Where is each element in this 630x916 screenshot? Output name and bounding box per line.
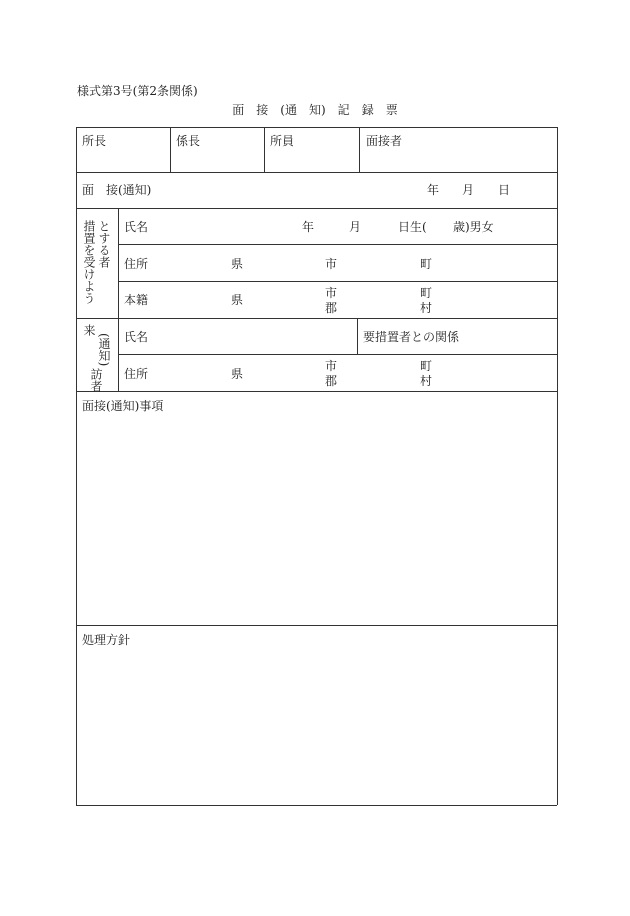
visitor-label-mid: (通知): [97, 333, 111, 367]
visitor-city-label: 市: [325, 359, 338, 373]
table-border-right: [557, 127, 558, 805]
domicile-town-label: 町: [420, 286, 433, 300]
interviewer-label: 面接者: [366, 134, 403, 148]
title-char: 記: [337, 103, 350, 117]
staff-label: 所員: [270, 134, 295, 148]
row-divider: [118, 244, 557, 245]
section-chief-label: 係長: [176, 134, 201, 148]
row-divider: [76, 172, 557, 173]
interview-day-label: 日: [498, 183, 511, 197]
domicile-prefecture-label: 県: [231, 293, 244, 307]
subject-group-label-col1: とする者: [97, 220, 111, 268]
address-town-label: 町: [420, 257, 433, 271]
interview-year-label: 年: [427, 183, 440, 197]
interview-label: 面 接(通知): [82, 183, 152, 197]
interview-month-label: 月: [462, 183, 475, 197]
director-label: 所長: [82, 134, 107, 148]
document-title: [0, 103, 630, 117]
form-number: 様式第3号(第2条関係): [77, 84, 198, 98]
birth-year-label: 年: [302, 220, 315, 234]
table-border-bottom: [76, 805, 557, 806]
row-divider: [76, 208, 557, 209]
visitor-relation-label: 要措置者との関係: [363, 330, 460, 344]
age-sex-label: 歳)男女: [453, 220, 494, 234]
title-char: 票: [385, 103, 398, 117]
column-divider: [359, 127, 360, 172]
domicile-county-label: 郡: [325, 301, 338, 315]
row-divider: [118, 354, 557, 355]
table-border-left: [76, 127, 77, 805]
title-char: 録: [361, 103, 374, 117]
visitor-name-label: 氏名: [124, 330, 149, 344]
subject-name-label: 氏名: [124, 220, 149, 234]
title-char: 接: [256, 103, 269, 117]
title-char: 面: [232, 103, 245, 117]
row-divider: [76, 625, 557, 626]
column-divider: [357, 318, 358, 354]
row-divider: [76, 318, 557, 319]
visitor-label-top: 来: [82, 324, 96, 336]
domicile-village-label: 村: [420, 301, 433, 315]
birth-day-label: 日生(: [398, 220, 427, 234]
visitor-prefecture-label: 県: [231, 367, 244, 381]
column-divider: [264, 127, 265, 172]
visitor-town-label: 町: [420, 359, 433, 373]
subject-address-label: 住所: [124, 257, 149, 271]
title-char: 知): [308, 103, 326, 117]
table-border-top: [76, 127, 557, 128]
column-divider: [118, 208, 119, 391]
title-char: (通: [280, 103, 297, 117]
row-divider: [76, 391, 557, 392]
address-prefecture-label: 県: [231, 257, 244, 271]
domicile-city-label: 市: [325, 286, 338, 300]
subject-domicile-label: 本籍: [124, 293, 149, 307]
matters-section-label: 面接(通知)事項: [82, 399, 164, 413]
visitor-county-label: 郡: [325, 374, 338, 388]
policy-section-label: 処理方針: [82, 633, 131, 647]
column-divider: [170, 127, 171, 172]
birth-month-label: 月: [349, 220, 362, 234]
address-city-label: 市: [325, 257, 338, 271]
row-divider: [118, 281, 557, 282]
visitor-address-label: 住所: [124, 367, 149, 381]
subject-group-label-col2: 措置を受けよう: [82, 220, 96, 304]
visitor-label-bottom: 訪者: [89, 368, 103, 392]
visitor-village-label: 村: [420, 374, 433, 388]
